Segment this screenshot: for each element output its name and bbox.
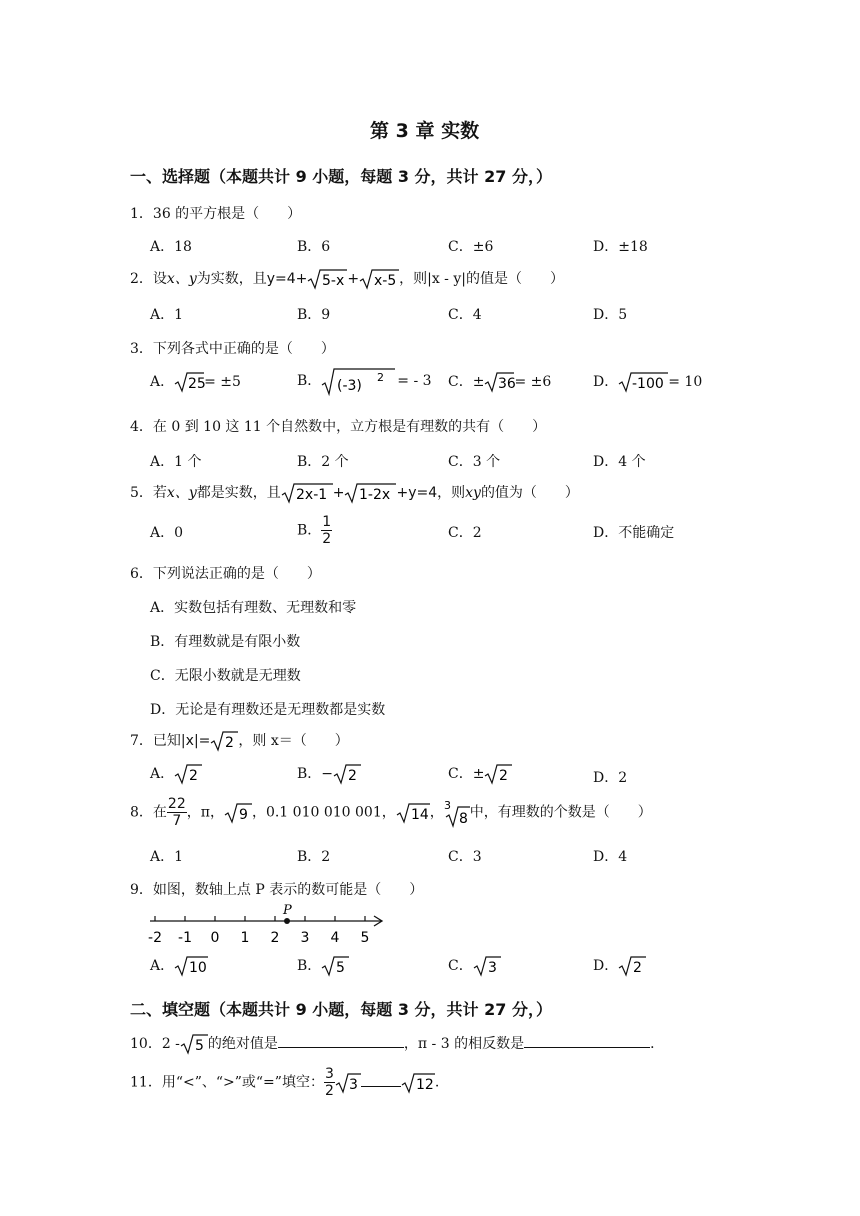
number-line-tick-label: -2 <box>148 930 162 946</box>
sqrt-symbol <box>174 371 204 393</box>
question-9-stem: 9．如图，数轴上点 P 表示的数可能是（ ） <box>130 882 424 898</box>
svg-text:-100: -100 <box>632 376 665 392</box>
section-heading-choice: 一、选择题（本题共计 9 小题，每题 3 分，共计 27 分，） <box>130 167 552 186</box>
sqrt-symbol <box>210 730 238 752</box>
q7-option-b: B．− 2 <box>297 763 361 785</box>
q2-tail: ，则|x - y|的值是（ ） <box>399 271 564 287</box>
q3-option-b: B． (-3) 2 = - 3 <box>297 366 432 396</box>
sqrt-symbol <box>335 1072 361 1094</box>
svg-text:5-x: 5-x <box>322 273 345 289</box>
q2-equation: y=4+ 5-x + x-5 <box>267 271 399 287</box>
svg-text:8: 8 <box>458 810 468 827</box>
number-line-tick-label: 2 <box>270 930 280 946</box>
q6-option-c: C．无限小数就是无理数 <box>150 668 301 684</box>
question-11-stem: 11．用“<”、“>”或“=”填空： $\frac{3}{2}$ 3 12 . <box>130 1066 440 1099</box>
q2-text: 为实数，且 <box>196 271 267 287</box>
question-4-stem: 4．在 0 到 10 这 11 个自然数中，立方根是有理数的共有（ ） <box>130 419 547 435</box>
fraction: $\frac{3}{2}$ <box>324 1066 334 1099</box>
q1-option-d: D．±18 <box>593 239 648 255</box>
question-3-stem: 3．下列各式中正确的是（ ） <box>130 341 335 357</box>
question-7-stem: 7．已知|x|= 2 ，则 x＝（ ） <box>130 730 349 752</box>
sqrt-symbol <box>484 763 512 785</box>
sqrt-symbol <box>396 802 430 824</box>
svg-text:2: 2 <box>377 371 385 384</box>
svg-text:3: 3 <box>487 960 497 976</box>
sqrt-symbol <box>307 268 347 290</box>
svg-text:2: 2 <box>499 768 509 784</box>
sqrt-symbol <box>618 371 668 393</box>
question-6-stem: 6．下列说法正确的是（ ） <box>130 566 321 582</box>
number-line-tick-label: -1 <box>178 930 192 946</box>
q7-option-a: A． 2 <box>150 763 202 785</box>
fraction: $\frac{22}{7}$ <box>167 796 186 829</box>
svg-text:10: 10 <box>189 960 207 976</box>
number-line-tick-label: 4 <box>330 930 340 946</box>
svg-text:3: 3 <box>348 1076 358 1093</box>
sqrt-symbol <box>344 482 396 504</box>
q5-option-a: A．0 <box>150 525 184 541</box>
q4-option-c: C．3 个 <box>448 454 501 470</box>
svg-text:14: 14 <box>410 806 429 823</box>
q8-option-d: D．4 <box>593 849 628 865</box>
number-line-tick-label: 0 <box>210 930 220 946</box>
sqrt-symbol <box>174 763 202 785</box>
q2-number: 2．设 <box>130 271 167 287</box>
q2-variables: x、y <box>166 271 197 287</box>
q9-option-b: B． 5 <box>297 955 349 977</box>
page-title: 第 3 章 实数 <box>370 120 480 142</box>
q2-option-b: B．9 <box>297 307 331 323</box>
svg-text:(-3): (-3) <box>337 378 363 394</box>
cube-root-symbol <box>444 798 470 828</box>
q9-option-a: A． 10 <box>150 955 208 977</box>
svg-text:2: 2 <box>348 768 357 784</box>
sqrt-symbol <box>180 1033 208 1055</box>
sqrt-symbol <box>401 1072 435 1094</box>
q4-option-b: B．2 个 <box>297 454 349 470</box>
q1-option-c: C．±6 <box>448 239 494 255</box>
q4-option-d: D．4 个 <box>593 454 646 470</box>
sqrt-symbol <box>321 955 349 977</box>
q7-option-c: C．± 2 <box>448 763 512 785</box>
svg-text:9: 9 <box>238 806 248 823</box>
sqrt-symbol <box>484 371 517 393</box>
q3-option-c: C．± 36 = ±6 <box>448 371 551 393</box>
number-line-figure <box>145 905 390 949</box>
svg-text:5: 5 <box>336 960 346 976</box>
q6-option-b: B．有理数就是有限小数 <box>150 634 301 650</box>
answer-blank-1[interactable] <box>278 1035 404 1048</box>
q5-option-b: B． $\frac{1}{2}$ <box>297 514 332 547</box>
q6-option-d: D．无论是有理数还是无理数都是实数 <box>150 702 386 718</box>
q1-option-a: A．18 <box>150 239 192 255</box>
sqrt-symbol <box>359 268 399 290</box>
svg-text:2: 2 <box>225 735 235 751</box>
question-5-stem: 5．若x、y都是实数，且 2x-1 + 1-2x +y=4，则xy的值为（ ） <box>130 482 579 504</box>
q8-option-a: A．1 <box>150 849 184 865</box>
abs-value: |x|= <box>180 733 211 749</box>
svg-text:5: 5 <box>194 1038 204 1054</box>
q3-option-d: D． -100 = 10 <box>593 371 702 393</box>
svg-text:x-5: x-5 <box>374 273 397 289</box>
sqrt-symbol <box>473 955 501 977</box>
q2-option-c: C．4 <box>448 307 482 323</box>
svg-text:1-2x: 1-2x <box>359 487 391 503</box>
sqrt-symbol <box>321 366 397 396</box>
svg-text:36: 36 <box>498 376 517 392</box>
svg-text:2: 2 <box>189 768 199 784</box>
answer-blank-compare[interactable] <box>361 1074 401 1087</box>
q9-option-c: C． 3 <box>448 955 501 977</box>
point-p-marker <box>284 918 290 924</box>
q6-option-a: A．实数包括有理数、无理数和零 <box>150 600 357 616</box>
q5-option-c: C．2 <box>448 525 482 541</box>
q2-option-a: A．1 <box>150 307 184 323</box>
svg-text:3: 3 <box>443 798 451 812</box>
q7-option-d: D．2 <box>593 770 628 786</box>
svg-text:2x-1: 2x-1 <box>295 487 327 503</box>
q4-option-a: A．1 个 <box>150 454 202 470</box>
q2-option-d: D．5 <box>593 307 628 323</box>
q5-equation: 2x-1 + 1-2x +y=4 <box>281 485 437 501</box>
q8-option-c: C．3 <box>448 849 482 865</box>
q3-option-a: A． 25 = ±5 <box>150 371 241 393</box>
svg-text:12: 12 <box>415 1076 434 1093</box>
question-1-stem: 1．36 的平方根是（ ） <box>130 206 302 222</box>
sqrt-symbol <box>618 955 646 977</box>
question-2-stem <box>130 268 564 290</box>
section-heading-fill: 二、填空题（本题共计 9 小题，每题 3 分，共计 27 分，） <box>130 1000 552 1019</box>
sqrt-symbol <box>224 802 252 824</box>
question-10-stem: 10．2 - 5 的绝对值是 ，π - 3 的相反数是 ． <box>130 1033 664 1055</box>
sqrt-symbol <box>333 763 361 785</box>
point-p-label: P <box>283 903 292 918</box>
svg-text:25: 25 <box>188 376 206 392</box>
q9-option-d: D． 2 <box>593 955 646 977</box>
number-line-tick-label: 5 <box>360 930 370 946</box>
number-line-tick-label: 1 <box>240 930 250 946</box>
answer-blank-2[interactable] <box>524 1035 650 1048</box>
q1-option-b: B．6 <box>297 239 331 255</box>
svg-text:2: 2 <box>633 960 643 976</box>
sqrt-symbol <box>281 482 333 504</box>
fraction: $\frac{1}{2}$ <box>322 514 332 547</box>
sqrt-symbol <box>174 955 208 977</box>
question-8-stem: 8．在 $\frac{22}{7}$ ，π， 9 ，0.1 010 010 001， 14 ， 3 8 中，有理数的个数是（ ） <box>130 796 652 829</box>
number-line-tick-label: 3 <box>300 930 310 946</box>
q5-option-d: D．不能确定 <box>593 525 675 541</box>
q8-option-b: B．2 <box>297 849 331 865</box>
